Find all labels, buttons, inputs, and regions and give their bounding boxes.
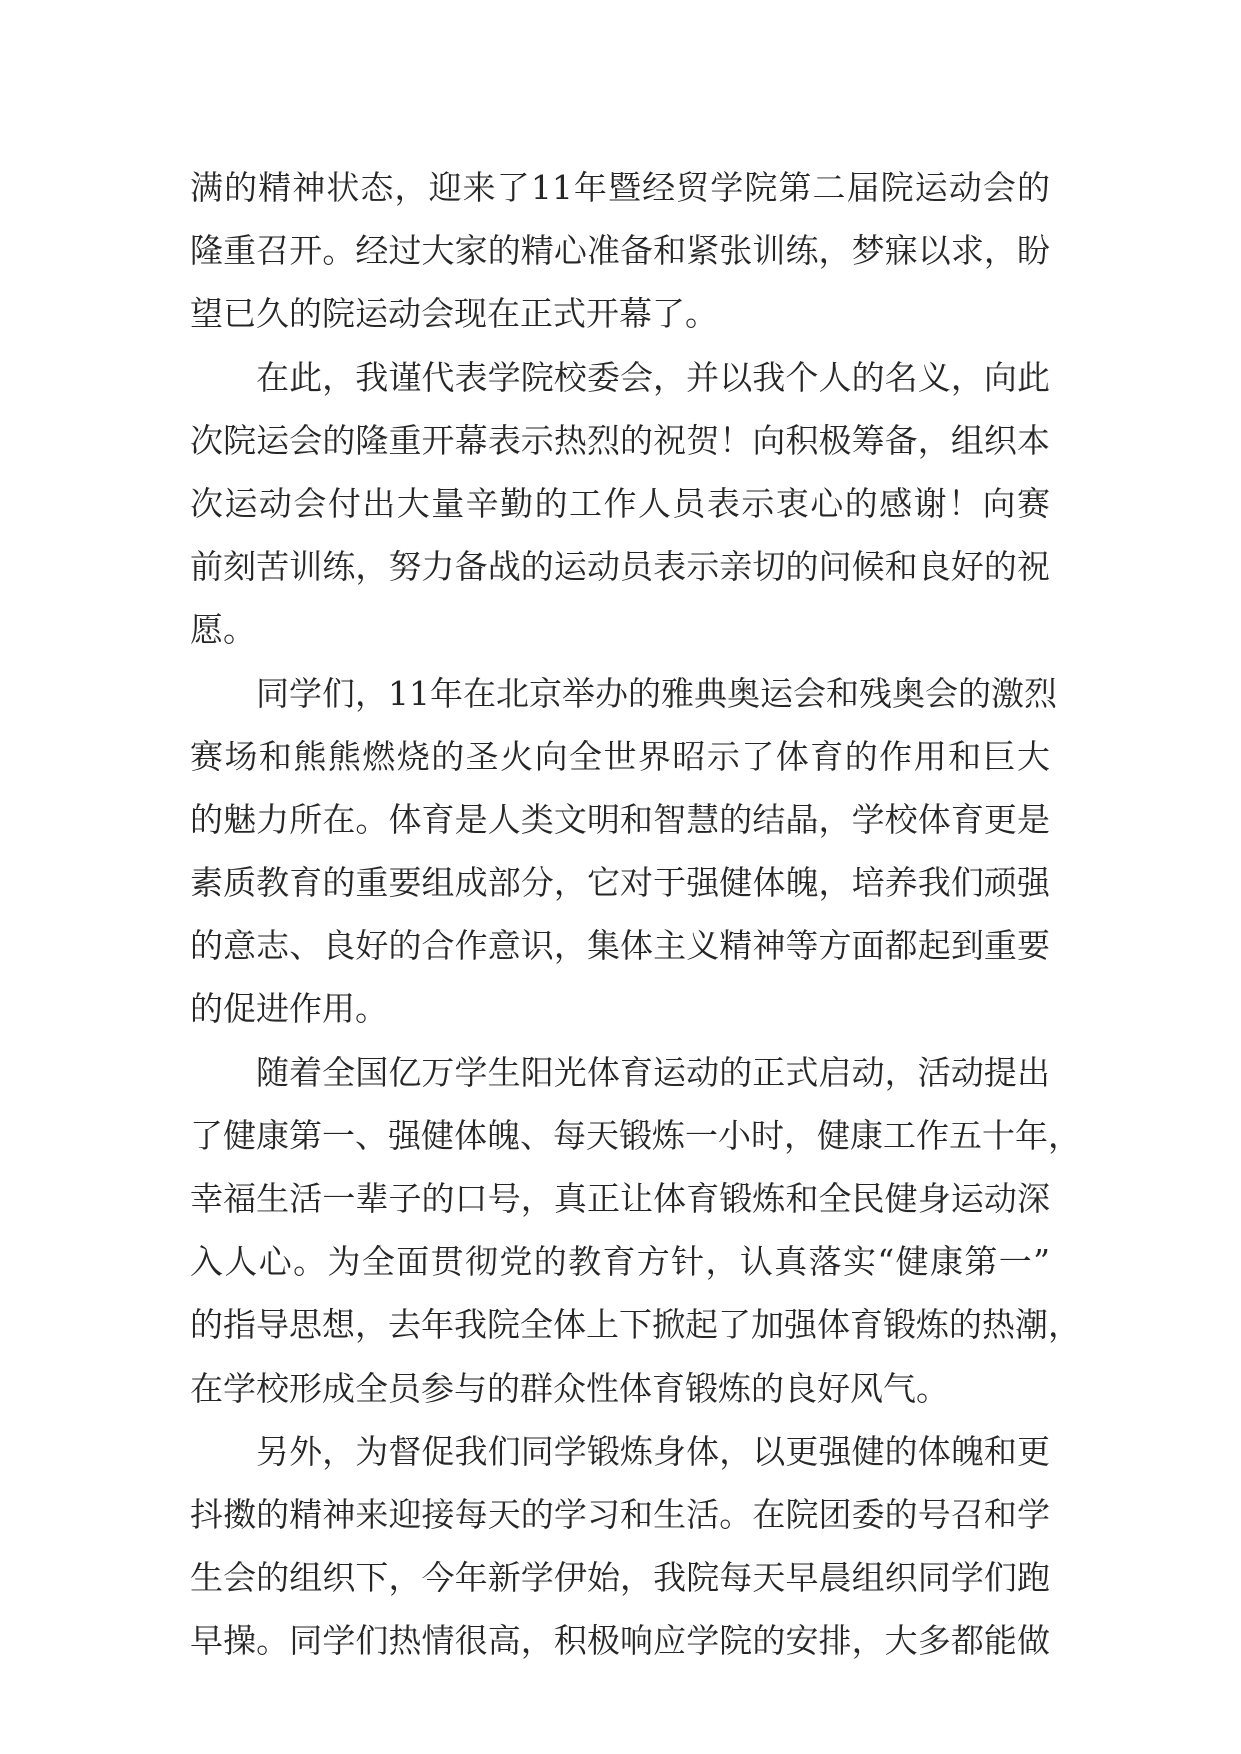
text-line: 随着全国亿万学生阳光体育运动的正式启动，活动提出 [256,1052,1050,1092]
text-line: 满的精神状态，迎来了11年暨经贸学院第二届院运动会的 [190,168,1050,207]
document-body [190,156,1081,1673]
text-line: 愿。 [190,610,256,650]
text-line: 幸福生活一辈子的口号，真正让体育锻炼和全民健身运动深 [190,1179,1050,1218]
text-line: 早操。同学们热情很高，积极响应学院的安排，大多都能做 [190,1621,1050,1661]
text-line: 抖擞的精神来迎接每天的学习和生活。在院团委的号召和学 [190,1494,1050,1534]
text-line: 了健康第一、强健体魄、每天锻炼一小时，健康工作五十年， [190,1115,1081,1155]
text-line: 的促进作用。 [190,989,388,1029]
text-line: 入人心。为全面贯彻党的教育方针，认真落实“健康第一” [190,1242,1050,1282]
text-line: 素质教育的重要组成部分，它对于强健体魄，培养我们顽强 [190,863,1050,903]
text-line: 次运动会付出大量辛勤的工作人员表示衷心的感谢！向赛 [190,483,1050,523]
text-line: 隆重召开。经过大家的精心准备和紧张训练，梦寐以求，盼 [190,231,1050,271]
text-line: 生会的组织下，今年新学伊始，我院每天早晨组织同学们跑 [190,1558,1050,1598]
text-line: 次院运会的隆重开幕表示热烈的祝贺！向积极筹备，组织本 [190,420,1050,460]
text-line: 望已久的院运动会现在正式开幕了。 [190,294,718,334]
text-line: 同学们，11年在北京举办的雅典奥运会和残奥会的激烈 [256,673,1057,713]
text-line: 在学校形成全员参与的群众性体育锻炼的良好风气。 [190,1368,949,1408]
text-line: 的魅力所在。体育是人类文明和智慧的结晶，学校体育更是 [190,799,1050,839]
text-line: 赛场和熊熊燃烧的圣火向全世界昭示了体育的作用和巨大 [190,736,1050,776]
text-line: 的指导思想，去年我院全体上下掀起了加强体育锻炼的热潮， [190,1305,1081,1345]
text-line: 在此，我谨代表学院校委会，并以我个人的名义，向此 [256,357,1050,397]
text-line: 前刻苦训练，努力备战的运动员表示亲切的问候和良好的祝 [190,547,1050,587]
text-line: 另外，为督促我们同学锻炼身体，以更强健的体魄和更 [256,1431,1050,1471]
text-line: 的意志、良好的合作意识，集体主义精神等方面都起到重要 [190,926,1050,966]
